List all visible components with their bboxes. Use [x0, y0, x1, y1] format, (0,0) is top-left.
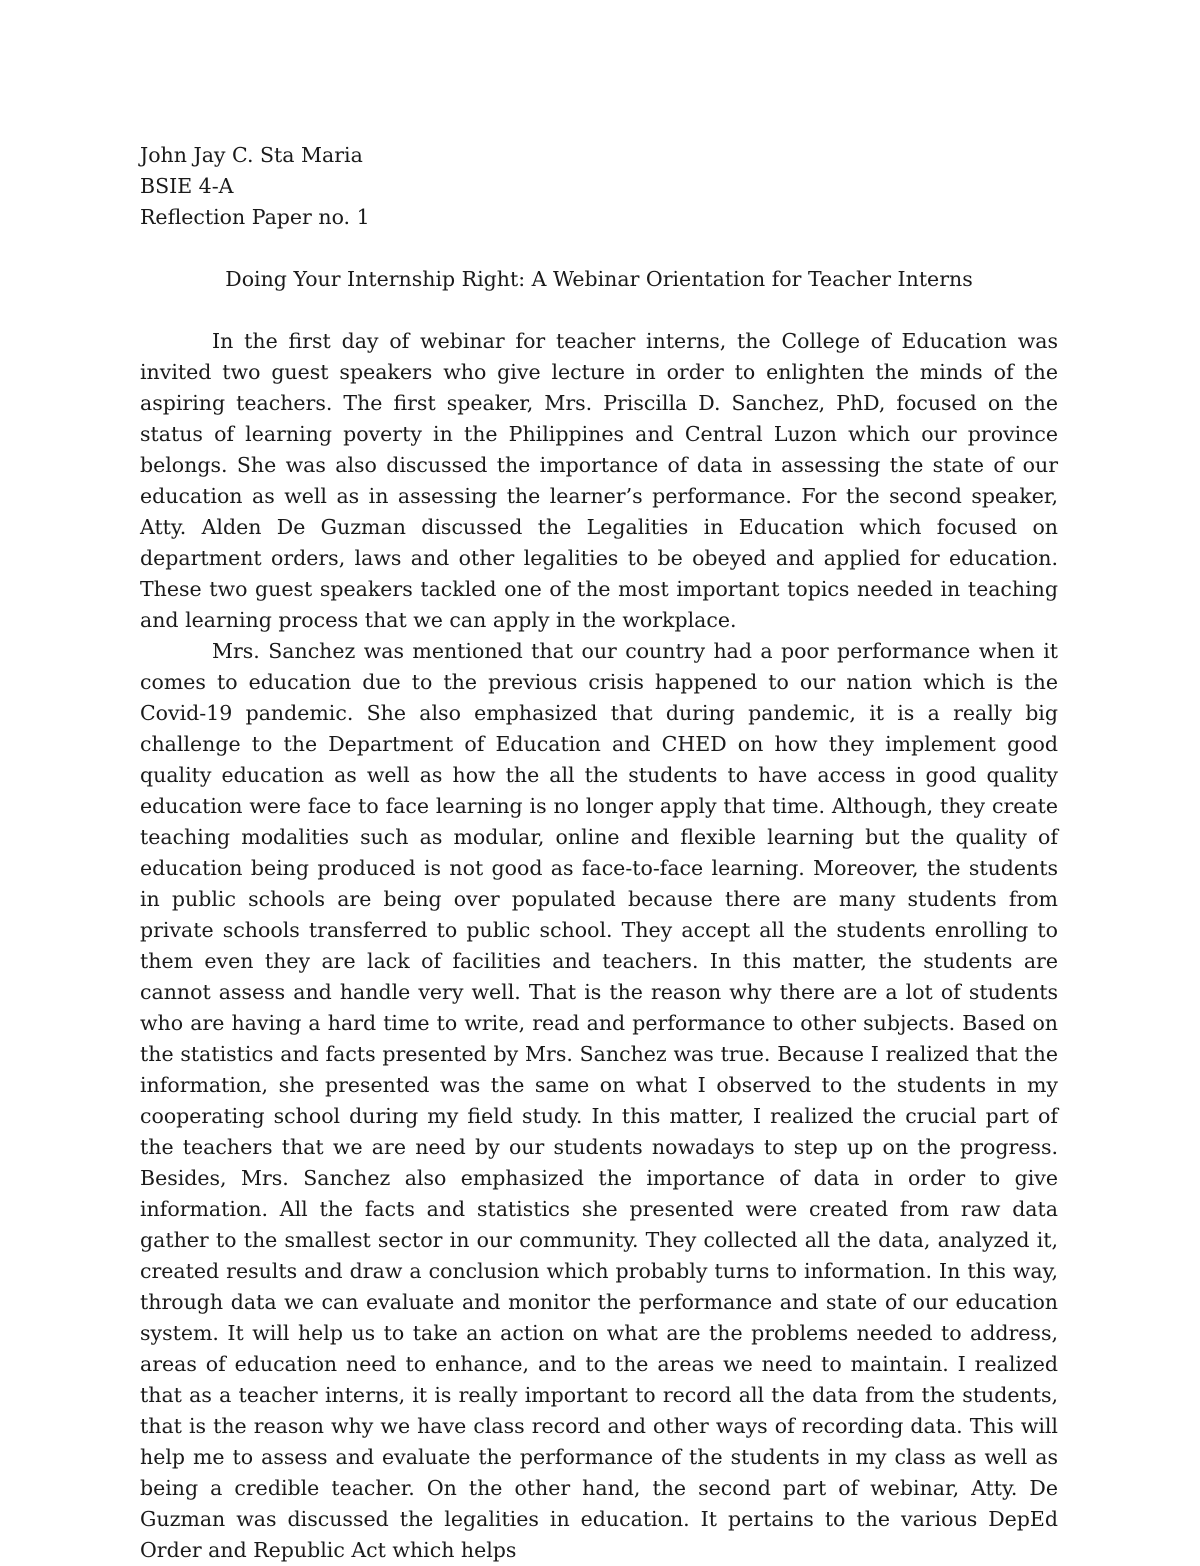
- body-paragraph-1: In the first day of webinar for teacher interns, the College of Education was invited two guest speakers who give lecture in order to enlighten the minds of the aspiring teachers. The first speaker, Mrs. Priscilla D. Sanchez, PhD, focused on the status of learning poverty in the Philippines and Central Luzon which our province belongs. She was also discussed the importance of data in assessing the state of our education as well as in assessing the learner’s performance. For the second speaker, Atty. Alden De Guzman discussed the Legalities in Education which focused on department orders, laws and other legalities to be obeyed and applied for education. These two guest speakers tackled one of the most important topics needed in teaching and learning process that we can apply in the workplace.: [140, 329, 1058, 632]
- document-title: Doing Your Internship Right: A Webinar Orientation for Teacher Interns: [225, 267, 973, 291]
- course-section: BSIE 4-A: [140, 174, 234, 198]
- body-paragraph-2: Mrs. Sanchez was mentioned that our country had a poor performance when it comes to education due to the previous crisis happened to our nation which is the Covid-19 pandemic. She also emphasized that during pandemic, it is a really big challenge to the Department of Education and CHED on how they implement good quality education as well as how the all the students to have access in good quality education were face to face learning is no longer apply that time. Although, they create teaching modalities such as modular, online and flexible learning but the quality of education being produced is not good as face-to-face learning. Moreover, the students in public schools are being over populated because there are many students from private schools transferred to public school. They accept all the students enrolling to them even they are lack of facilities and teachers. In this matter, the students are cannot assess and handle very well. That is the reason why there are a lot of students who are having a hard time to write, read and performance to other subjects. Based on the statistics and facts presented by Mrs. Sanchez was true. Because I realized that the information, she presented was the same on what I observed to the students in my cooperating school during my field study. In this matter, I realized the crucial part of the teachers that we are need by our students nowadays to step up on the progress. Besides, Mrs. Sanchez also emphasized the importance of data in order to give information. All the facts and statistics she presented were created from raw data gather to the smallest sector in our community. They collected all the data, analyzed it, created results and draw a conclusion which probably turns to information. In this way, through data we can evaluate and monitor the performance and state of our education system. It will help us to take an action on what are the problems needed to address, areas of education need to enhance, and to the areas we need to maintain. I realized that as a teacher interns, it is really important to record all the data from the students, that is the reason why we have class record and other ways of recording data. This will help me to assess and evaluate the performance of the students in my class as well as being a credible teacher. On the other hand, the second part of webinar, Atty. De Guzman was discussed the legalities in education. It pertains to the various DepEd Order and Republic Act which helps: [140, 639, 1058, 1562]
- author-name: John Jay C. Sta Maria: [140, 143, 363, 167]
- paper-label: Reflection Paper no. 1: [140, 205, 370, 229]
- document-page: [140, 140, 1058, 1566]
